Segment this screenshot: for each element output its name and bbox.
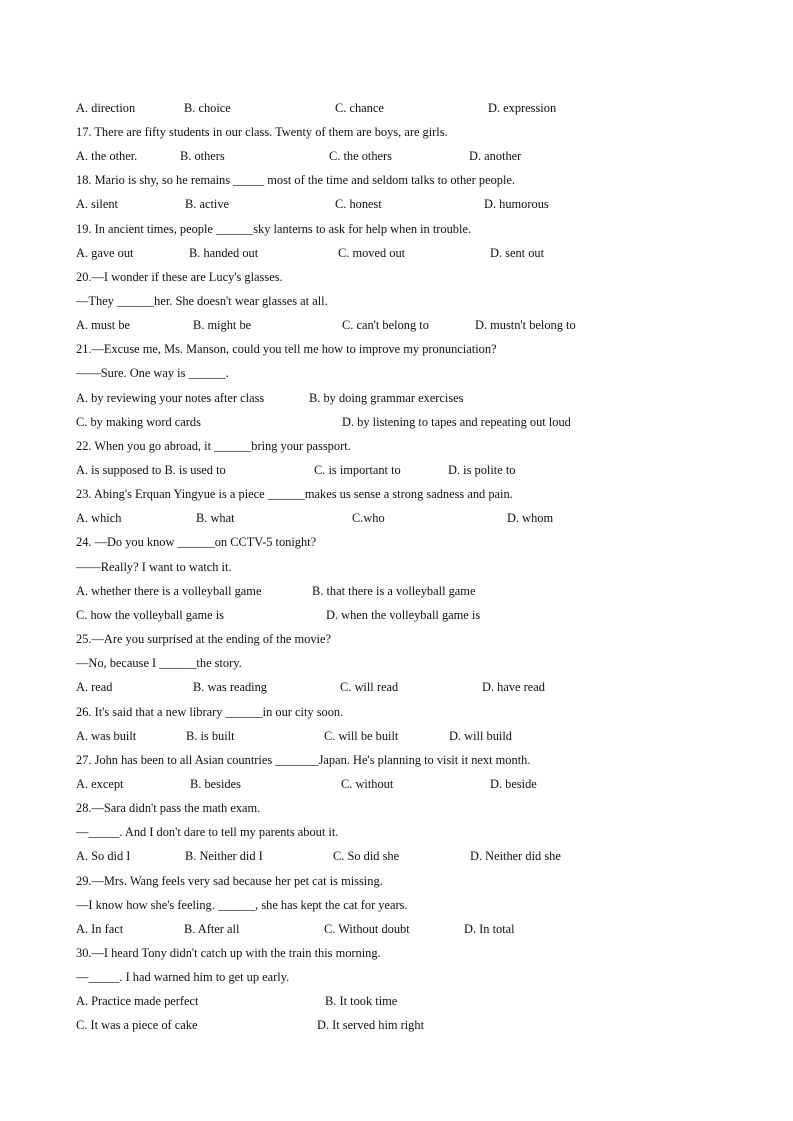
q27-option-a: A. except bbox=[76, 777, 124, 791]
q23-stem: 23. Abing's Erquan Yingyue is a piece ______makes us sense a strong sadness and pain. bbox=[76, 487, 513, 501]
q27-option-c: C. without bbox=[341, 777, 394, 791]
q21-options-row2 bbox=[76, 413, 696, 431]
q19-stem: 19. In ancient times, people ______sky lanterns to ask for help when in trouble. bbox=[76, 222, 472, 236]
q18-option-d: D. humorous bbox=[484, 197, 549, 211]
q28-option-c: C. So did she bbox=[333, 849, 400, 863]
q20-option-b: B. might be bbox=[193, 318, 252, 332]
q21-options-row1 bbox=[76, 389, 696, 407]
q20-option-d: D. mustn't belong to bbox=[475, 318, 576, 332]
q18-option-b: B. active bbox=[185, 197, 230, 211]
q26-option-c: C. will be built bbox=[324, 729, 399, 743]
q26-stem: 26. It's said that a new library ______in our city soon. bbox=[76, 705, 344, 719]
q21-option-b: B. by doing grammar exercises bbox=[309, 391, 464, 405]
q27-options bbox=[76, 775, 696, 793]
q28-option-a: A. So did I bbox=[76, 849, 131, 863]
q22-option-c: C. is important to bbox=[314, 463, 401, 477]
q24-option-d: D. when the volleyball game is bbox=[326, 608, 481, 622]
q18-option-c: C. honest bbox=[335, 197, 382, 211]
q25-option-b: B. was reading bbox=[193, 680, 267, 694]
q17-options bbox=[76, 147, 696, 165]
q20-option-c: C. can't belong to bbox=[342, 318, 429, 332]
q23-option-a: A. which bbox=[76, 511, 122, 525]
q16-options bbox=[76, 99, 696, 117]
q21-option-a: A. by reviewing your notes after class bbox=[76, 391, 265, 405]
q29-option-c: C. Without doubt bbox=[324, 922, 410, 936]
q21-option-d: D. by listening to tapes and repeating out loud bbox=[342, 415, 571, 429]
q26-option-b: B. is built bbox=[186, 729, 235, 743]
q17-option-a: A. the other. bbox=[76, 149, 138, 163]
q22-option-ab: A. is supposed to B. is used to bbox=[76, 463, 226, 477]
q30-option-d: D. It served him right bbox=[317, 1018, 425, 1032]
q18-stem: 18. Mario is shy, so he remains _____ most of the time and seldom talks to other people. bbox=[76, 173, 515, 187]
q30-stem-reply: —_____. I had warned him to get up early. bbox=[76, 970, 290, 984]
q26-options bbox=[76, 727, 696, 745]
q25-stem: 25.—Are you surprised at the ending of the movie? bbox=[76, 632, 331, 646]
q28-option-b: B. Neither did I bbox=[185, 849, 263, 863]
q29-stem-reply: —I know how she's feeling. ______, she has kept the cat for years. bbox=[76, 898, 408, 912]
q29-options bbox=[76, 920, 696, 938]
q22-option-d: D. is polite to bbox=[448, 463, 516, 477]
q26-option-a: A. was built bbox=[76, 729, 137, 743]
q24-option-c: C. how the volleyball game is bbox=[76, 608, 224, 622]
q23-option-b: B. what bbox=[196, 511, 235, 525]
q27-stem: 27. John has been to all Asian countries _______Japan. He's planning to visit it next month. bbox=[76, 753, 531, 767]
q30-option-a: A. Practice made perfect bbox=[76, 994, 199, 1008]
q20-option-a: A. must be bbox=[76, 318, 131, 332]
q24-options-row2 bbox=[76, 606, 696, 624]
q30-stem: 30.—I heard Tony didn't catch up with the train this morning. bbox=[76, 946, 381, 960]
q22-stem: 22. When you go abroad, it ______bring your passport. bbox=[76, 439, 351, 453]
q21-stem: 21.—Excuse me, Ms. Manson, could you tell me how to improve my pronunciation? bbox=[76, 342, 497, 356]
q25-option-a: A. read bbox=[76, 680, 113, 694]
q20-stem: 20.—I wonder if these are Lucy's glasses. bbox=[76, 270, 283, 284]
q25-stem-reply: —No, because I ______the story. bbox=[76, 656, 242, 670]
q30-options-row2 bbox=[76, 1016, 696, 1034]
q24-stem: 24. —Do you know ______on CCTV-5 tonight? bbox=[76, 535, 317, 549]
q19-option-d: D. sent out bbox=[490, 246, 545, 260]
q22-options bbox=[76, 461, 696, 479]
q19-option-b: B. handed out bbox=[189, 246, 259, 260]
q21-option-c: C. by making word cards bbox=[76, 415, 201, 429]
q25-option-d: D. have read bbox=[482, 680, 545, 694]
q24-option-a: A. whether there is a volleyball game bbox=[76, 584, 262, 598]
q23-option-d: D. whom bbox=[507, 511, 554, 525]
q30-options-row1 bbox=[76, 992, 696, 1010]
q24-options-row1 bbox=[76, 582, 696, 600]
q17-option-b: B. others bbox=[180, 149, 225, 163]
q27-option-d: D. beside bbox=[490, 777, 537, 791]
q29-option-b: B. After all bbox=[184, 922, 240, 936]
q25-options bbox=[76, 678, 696, 696]
q25-option-c: C. will read bbox=[340, 680, 399, 694]
q29-option-a: A. In fact bbox=[76, 922, 124, 936]
q24-stem-reply: ——Really? I want to watch it. bbox=[76, 560, 232, 574]
q19-options bbox=[76, 244, 696, 262]
q21-stem-reply: ——Sure. One way is ______. bbox=[76, 366, 229, 380]
q20-options bbox=[76, 316, 696, 334]
q29-option-d: D. In total bbox=[464, 922, 515, 936]
q24-option-b: B. that there is a volleyball game bbox=[312, 584, 476, 598]
q30-option-b: B. It took time bbox=[325, 994, 398, 1008]
q28-stem-reply: —_____. And I don't dare to tell my parents about it. bbox=[76, 825, 339, 839]
q19-option-c: C. moved out bbox=[338, 246, 406, 260]
q17-stem: 17. There are fifty students in our class. Twenty of them are boys, are girls. bbox=[76, 125, 448, 139]
q17-option-d: D. another bbox=[469, 149, 522, 163]
q27-option-b: B. besides bbox=[190, 777, 241, 791]
q16-option-d: D. expression bbox=[488, 101, 557, 115]
q20-stem-reply: —They ______her. She doesn't wear glasses at all. bbox=[76, 294, 328, 308]
q19-option-a: A. gave out bbox=[76, 246, 134, 260]
q16-option-b: B. choice bbox=[184, 101, 231, 115]
q18-option-a: A. silent bbox=[76, 197, 118, 211]
q18-options bbox=[76, 195, 696, 213]
q23-option-c: C.who bbox=[352, 511, 385, 525]
q28-option-d: D. Neither did she bbox=[470, 849, 561, 863]
q28-stem: 28.—Sara didn't pass the math exam. bbox=[76, 801, 261, 815]
q16-option-a: A. direction bbox=[76, 101, 136, 115]
q29-stem: 29.—Mrs. Wang feels very sad because her pet cat is missing. bbox=[76, 874, 383, 888]
q23-options bbox=[76, 509, 696, 527]
q16-option-c: C. chance bbox=[335, 101, 384, 115]
q17-option-c: C. the others bbox=[329, 149, 392, 163]
q26-option-d: D. will build bbox=[449, 729, 512, 743]
q28-options bbox=[76, 847, 696, 865]
q30-option-c: C. It was a piece of cake bbox=[76, 1018, 198, 1032]
